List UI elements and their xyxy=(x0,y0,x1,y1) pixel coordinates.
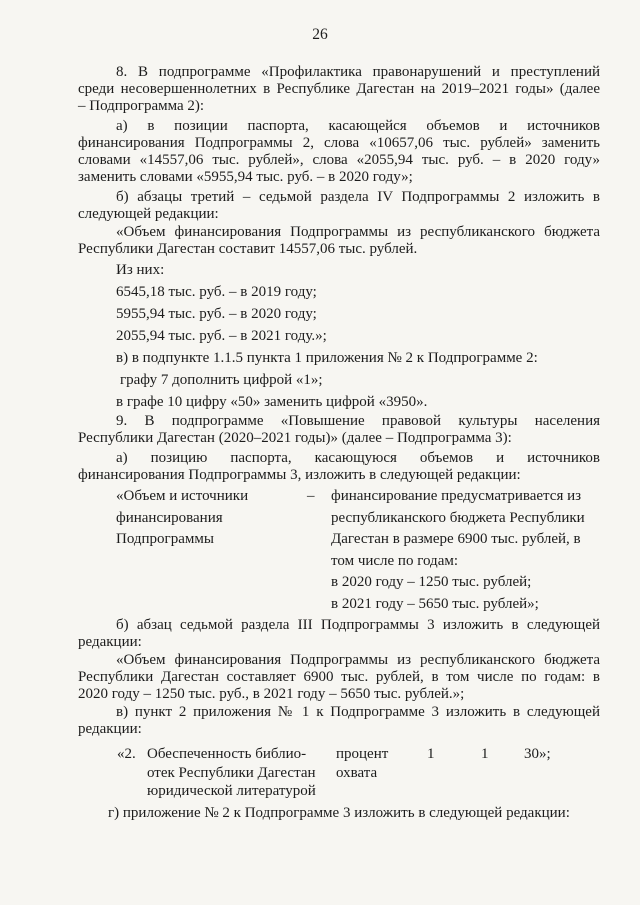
para8-a-line2: финансирования Подпрограммы 2, слова «10657,06 тыс. рублей» заменить xyxy=(78,135,600,151)
para8-a-line4: заменить словами «5955,94 тыс. руб. – в 2020 году»; xyxy=(78,169,413,185)
row-name-line3: юридической литературой xyxy=(147,783,316,799)
para9-c-line1: в) пункт 2 приложения № 1 к Подпрограмме 3 изложить в следующей xyxy=(116,704,600,720)
passport-value-line6: в 2021 году – 5650 тыс. рублей»; xyxy=(331,595,539,612)
passport-value-line3: Дагестан в размере 6900 тыс. рублей, в xyxy=(331,531,581,547)
para8-intro-line2: среди несовершеннолетних в Республике Дагестан на 2019–2021 годы» (далее xyxy=(78,81,600,97)
para9-intro-line1: 9. В подпрограмме «Повышение правовой культуры населения xyxy=(116,413,600,429)
row-indicator-name xyxy=(147,745,325,801)
passport-dash: – xyxy=(307,488,315,504)
para9-a-line1: а) позицию паспорта, касающуюся объемов и источников xyxy=(116,450,600,466)
para8-quote-line6: 2055,94 тыс. руб. – в 2021 году.»; xyxy=(116,328,327,344)
para8-quote-line2: Республики Дагестан составит 14557,06 тыс. рублей. xyxy=(78,241,418,257)
row-unit-line2: охвата xyxy=(336,764,378,781)
para8-a-line3: словами «14557,06 тыс. рублей», слова «2055,94 тыс. руб. – в 2020 году» xyxy=(78,152,600,168)
para8-b-line2: следующей редакции: xyxy=(78,206,219,222)
para9-c-line2: редакции: xyxy=(78,721,142,737)
para8-c-line1: в) в подпункте 1.1.5 пункта 1 приложения № 2 к Подпрограмме 2: xyxy=(116,350,538,366)
para8-quote-line1: «Объем финансирования Подпрограммы из республиканского бюджета xyxy=(116,224,600,240)
row-number: «2. xyxy=(117,746,136,762)
para8-intro-line1: 8. В подпрограмме «Профилактика правонарушений и преступлений xyxy=(116,64,600,80)
row-unit-line1: процент xyxy=(336,746,389,762)
para8-a-line1: а) в позиции паспорта, касающейся объемов и источников xyxy=(116,118,600,134)
passport-label-line1: «Объем и источники xyxy=(116,488,249,504)
passport-value-column xyxy=(331,486,601,615)
para9-a-line2: финансирования Подпрограммы 3, изложить в следующей редакции: xyxy=(78,467,521,483)
para9-d-line1: г) приложение № 2 к Подпрограмме 3 изложить в следующей редакции: xyxy=(108,805,570,821)
para8-c-line2: графу 7 дополнить цифрой «1»; xyxy=(120,372,323,388)
passport-value-line4: том числе по годам: xyxy=(331,552,459,569)
para9-intro-line2: Республики Дагестан (2020–2021 годы)» (далее – Подпрограмма 3): xyxy=(78,430,512,446)
passport-value-line5: в 2020 году – 1250 тыс. рублей; xyxy=(331,574,532,590)
para9-b-line2: редакции: xyxy=(78,634,142,650)
para9-bquote-line2: Республики Дагестан составляет 6900 тыс. рублей, в том числе по годам: в xyxy=(78,669,600,685)
para8-quote-line5: 5955,94 тыс. руб. – в 2020 году; xyxy=(116,306,317,322)
row-value-2: 1 xyxy=(481,746,489,762)
para9-bquote-line1: «Объем финансирования Подпрограммы из республиканского бюджета xyxy=(116,652,600,668)
row-name-line1: Обеспеченность библио- xyxy=(147,746,307,762)
passport-label-line3: Подпрограммы xyxy=(116,531,214,547)
para9-bquote-line3: 2020 году – 1250 тыс. руб., в 2021 году – 5650 тыс. рублей.»; xyxy=(78,686,465,702)
para8-intro-line3: – Подпрограмма 2): xyxy=(78,98,205,114)
row-unit xyxy=(336,745,406,782)
row-value-3: 30»; xyxy=(524,746,551,762)
para8-quote-line4: 6545,18 тыс. руб. – в 2019 году; xyxy=(116,284,317,300)
passport-value-line2: республиканского бюджета Республики xyxy=(331,509,585,526)
row-name-line2: отек Республики Дагестан xyxy=(147,764,316,781)
passport-label-column xyxy=(116,486,296,551)
page-number: 26 xyxy=(312,26,328,43)
passport-label-line2: финансирования xyxy=(116,509,223,526)
para8-b-line1: б) абзацы третий – седьмой раздела IV Подпрограммы 2 изложить в xyxy=(116,189,600,205)
passport-value-line1: финансирование предусматривается из xyxy=(331,488,582,504)
para8-quote-line3: Из них: xyxy=(116,262,165,278)
para8-c-line3: в графе 10 цифру «50» заменить цифрой «3950». xyxy=(116,394,428,410)
row-value-1: 1 xyxy=(427,746,435,762)
para9-b-line1: б) абзац седьмой раздела III Подпрограммы 3 изложить в следующей xyxy=(116,617,600,633)
